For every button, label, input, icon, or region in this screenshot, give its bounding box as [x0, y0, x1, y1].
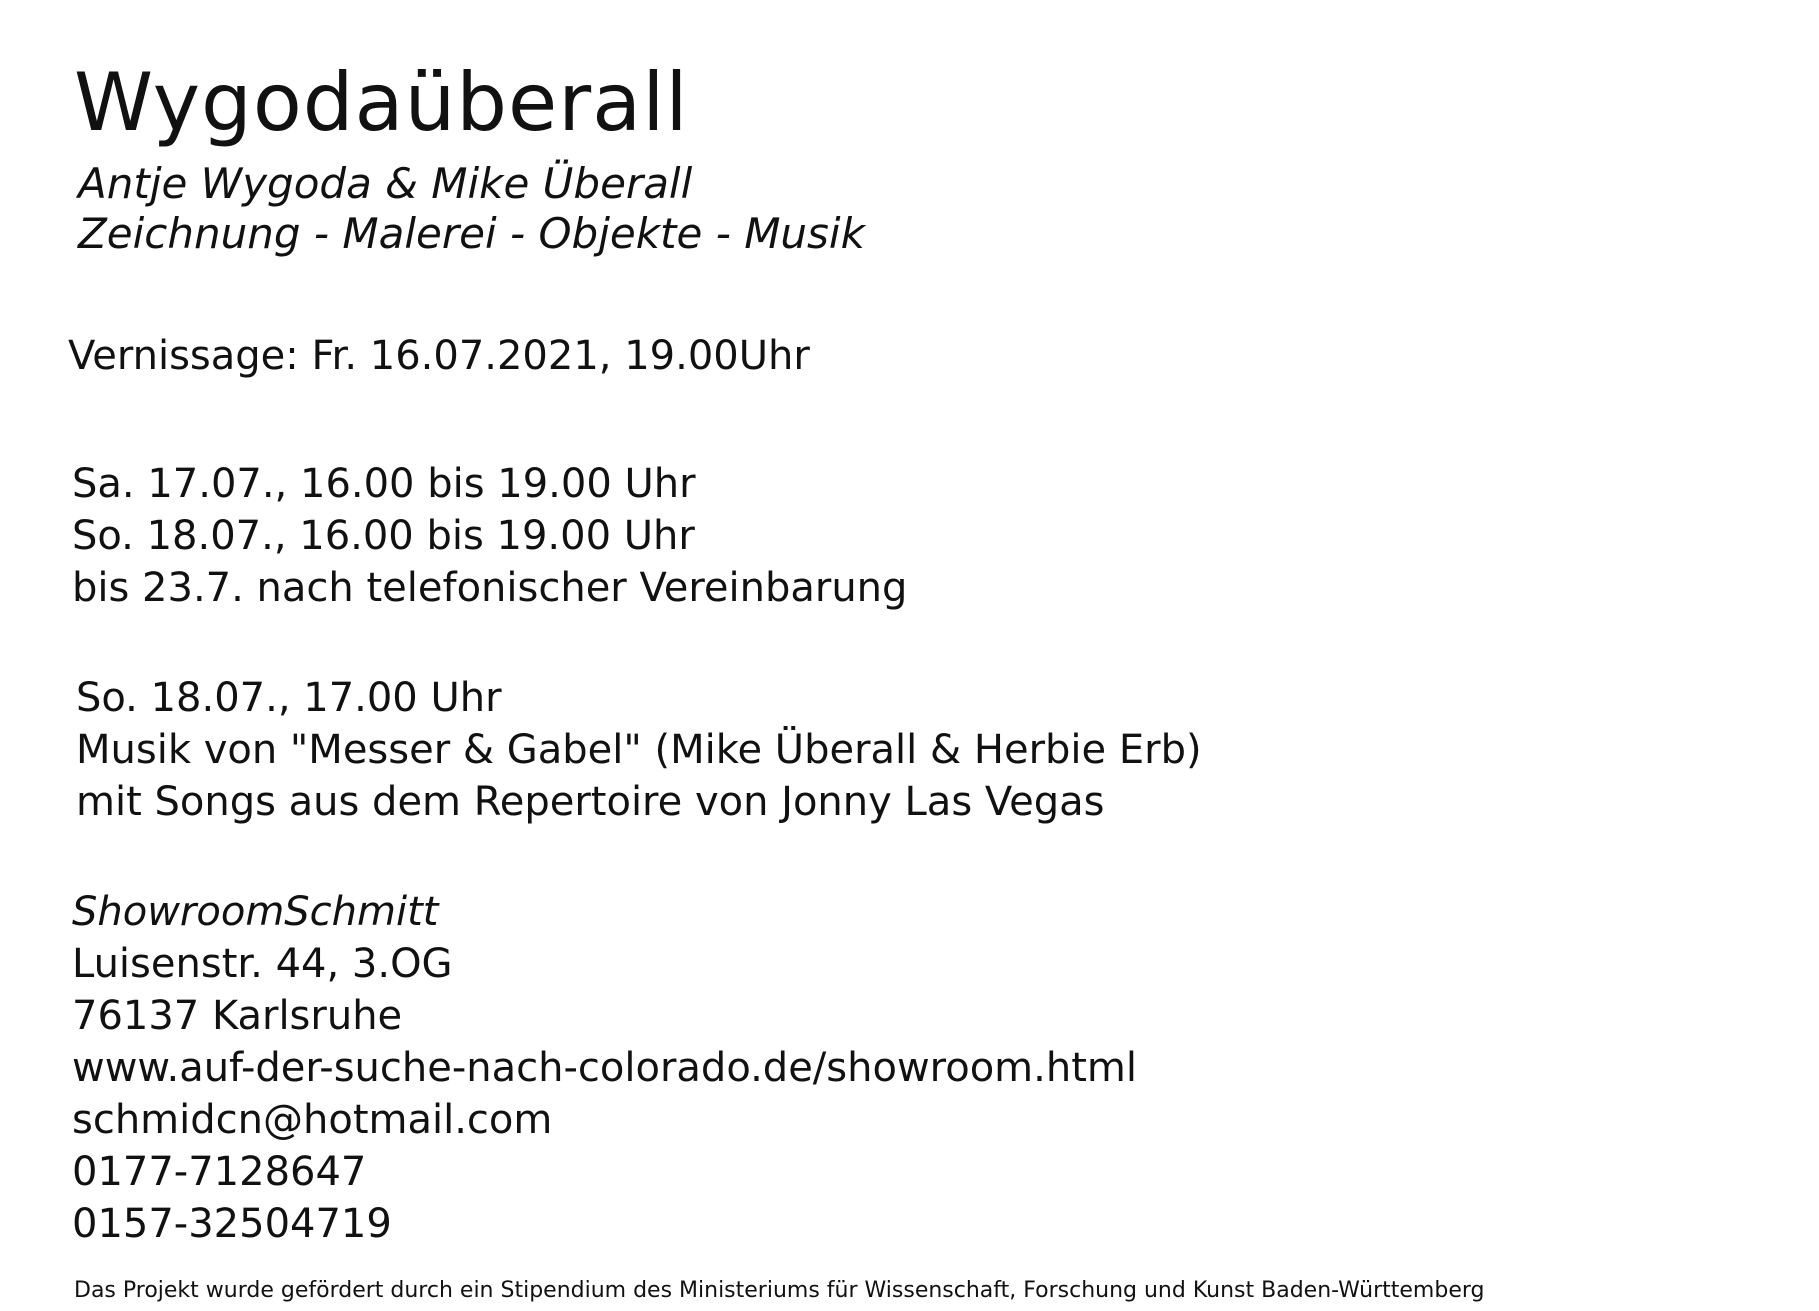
- concert-line: Musik von "Messer & Gabel" (Mike Überall & Herbie Erb): [76, 727, 1202, 773]
- artists-line: Antje Wygoda & Mike Überall: [78, 159, 693, 208]
- venue-city: 76137 Karlsruhe: [72, 993, 403, 1039]
- venue-website[interactable]: www.auf-der-suche-nach-colorado.de/showroom.html: [72, 1045, 1137, 1091]
- concert-line: mit Songs aus dem Repertoire von Jonny Las Vegas: [76, 779, 1105, 825]
- venue-phone: 0157-32504719: [72, 1201, 392, 1247]
- venue-street: Luisenstr. 44, 3.OG: [72, 941, 453, 987]
- venue-email[interactable]: schmidcn@hotmail.com: [72, 1097, 553, 1143]
- vernissage-line: Vernissage: Fr. 16.07.2021, 19.00Uhr: [68, 333, 810, 379]
- opening-hours-line: bis 23.7. nach telefonischer Vereinbarung: [72, 565, 908, 611]
- exhibition-title: Wygodaüberall: [74, 56, 689, 149]
- concert-line: So. 18.07., 17.00 Uhr: [76, 675, 502, 721]
- funding-footnote: Das Projekt wurde gefördert durch ein Stipendium des Ministeriums für Wissenschaft, Forschung und Kunst Baden-Württemberg: [74, 1278, 1485, 1303]
- venue-name: ShowroomSchmitt: [72, 889, 439, 935]
- opening-hours-line: Sa. 17.07., 16.00 bis 19.00 Uhr: [72, 461, 696, 507]
- disciplines-line: Zeichnung - Malerei - Objekte - Musik: [78, 209, 865, 258]
- opening-hours-line: So. 18.07., 16.00 bis 19.00 Uhr: [72, 513, 695, 559]
- venue-phone: 0177-7128647: [72, 1149, 367, 1195]
